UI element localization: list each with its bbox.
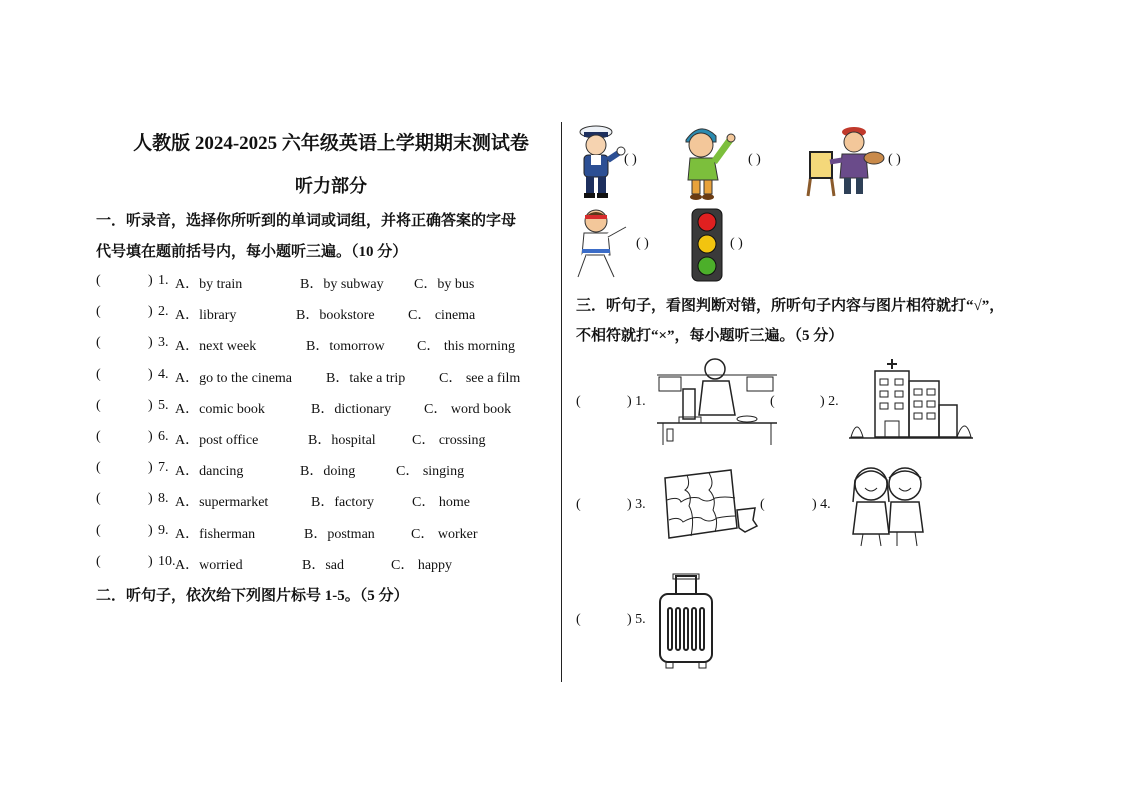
question-row: [0, 460, 560, 480]
option-b: B．hospital: [308, 433, 376, 448]
item3-label: ) 3.: [627, 497, 646, 512]
question-paren-open: (: [96, 273, 101, 288]
item1-open: (: [576, 394, 581, 409]
question-row: [0, 398, 560, 418]
item2-open: (: [770, 394, 775, 409]
page-title: 人教版 2024-2025 六年级英语上学期期末测试卷: [133, 133, 529, 154]
option-c: C． see a film: [439, 370, 521, 386]
question-paren-close: ): [148, 335, 153, 351]
item4-open: (: [760, 497, 765, 512]
question-number: 6.: [158, 429, 169, 444]
question-paren-open: (: [96, 429, 101, 444]
traffic-light-icon: [690, 207, 724, 283]
question-row: [0, 335, 560, 355]
option-a: A．worried: [175, 557, 243, 573]
section1-instruction-1: 一．听录音，选择你所听到的单词或词组，并将正确答案的字母: [96, 213, 517, 229]
question-paren-open: (: [96, 491, 101, 507]
blank-1: ( ): [624, 152, 637, 167]
option-c: C．by bus: [414, 277, 475, 292]
option-a: A．go to the cinema: [175, 370, 293, 386]
option-c: C． word book: [424, 401, 512, 417]
option-b: B．postman: [304, 526, 375, 542]
question-paren-close: ): [148, 522, 153, 538]
question-row: [0, 304, 560, 324]
option-a: A．fisherman: [175, 526, 256, 542]
question-number: 5.: [158, 397, 169, 413]
question-row: [0, 491, 560, 511]
item5-label: ) 5.: [627, 612, 646, 627]
question-paren-open: (: [96, 522, 101, 538]
painter-icon: [806, 122, 886, 198]
question-number: 3.: [158, 335, 169, 351]
question-row: [0, 554, 560, 574]
scientist-microscope-icon: [657, 355, 777, 447]
question-paren-open: (: [96, 335, 101, 351]
police-officer-icon: [574, 120, 624, 200]
question-paren-close: ): [148, 366, 153, 382]
question-paren-close: ): [148, 491, 153, 507]
option-a: A．library: [175, 308, 237, 324]
option-c: C． this morning: [417, 339, 516, 355]
question-row: [0, 429, 560, 449]
option-c: C． crossing: [412, 433, 486, 448]
blank-2: ( ): [748, 152, 761, 167]
question-number: 2.: [158, 304, 169, 320]
blank-4: ( ): [636, 236, 649, 251]
question-number: 9.: [158, 522, 169, 538]
option-a: A．by train: [175, 277, 243, 292]
option-c: C． happy: [391, 557, 453, 573]
question-paren-close: ): [148, 397, 153, 413]
question-paren-open: (: [96, 397, 101, 413]
option-c: C． home: [412, 495, 470, 511]
option-b: B．by subway: [300, 277, 384, 292]
option-c: C． worker: [411, 526, 478, 542]
option-a: A．post office: [175, 433, 259, 448]
jigsaw-puzzle-icon: [659, 468, 759, 542]
question-paren-close: ): [148, 553, 153, 569]
option-b: B．tomorrow: [306, 339, 385, 355]
item4-label: ) 4.: [812, 497, 831, 512]
section1-instruction-2: 代号填在题前括号内，每小题听三遍。（10 分）: [96, 244, 408, 260]
two-children-icon: [843, 462, 939, 548]
page-subtitle: 听力部分: [295, 176, 367, 196]
question-paren-open: (: [96, 366, 101, 382]
option-b: B．factory: [311, 495, 374, 511]
item2-label: ) 2.: [820, 394, 839, 409]
question-paren-close: ): [148, 429, 153, 444]
karate-boy-icon: [574, 205, 632, 281]
option-a: A．dancing: [175, 464, 244, 480]
option-b: B．take a trip: [326, 370, 406, 386]
item1-label: ) 1.: [627, 394, 646, 409]
option-b: B．sad: [302, 557, 344, 573]
question-number: 4.: [158, 366, 169, 382]
option-a: A．next week: [175, 339, 257, 355]
question-number: 10.: [158, 553, 176, 569]
item3-open: (: [576, 497, 581, 512]
option-a: A．comic book: [175, 401, 265, 417]
question-paren-open: (: [96, 304, 101, 320]
question-row: [0, 273, 560, 293]
blank-5: ( ): [730, 236, 743, 251]
question-paren-open: (: [96, 460, 101, 476]
column-divider: [561, 122, 562, 682]
section3-instruction-2: 不相符就打“×”，每小题听三遍。（5 分）: [576, 328, 844, 344]
boy-waving-icon: [680, 122, 738, 200]
option-b: B．bookstore: [296, 308, 375, 324]
item5-open: (: [576, 612, 581, 627]
question-paren-open: (: [96, 553, 101, 569]
question-paren-close: ): [148, 304, 153, 320]
option-c: C． cinema: [408, 308, 476, 324]
section3-instruction-1: 三．听句子，看图判断对错，所听句子内容与图片相符就打“√”，: [576, 298, 1005, 314]
question-number: 1.: [158, 273, 169, 288]
question-row: [0, 523, 560, 543]
question-paren-close: ): [148, 460, 153, 476]
option-a: A．supermarket: [175, 495, 269, 511]
option-b: B．doing: [300, 464, 356, 480]
option-c: C． singing: [396, 464, 465, 480]
blank-3: ( ): [888, 152, 901, 167]
section2-instruction: 二．听句子，依次给下列图片标号 1-5。（5 分）: [96, 588, 409, 604]
question-number: 7.: [158, 460, 169, 476]
option-b: B．dictionary: [311, 401, 392, 417]
question-number: 8.: [158, 491, 169, 507]
hospital-building-icon: [849, 357, 973, 441]
suitcase-icon: [656, 572, 716, 670]
question-paren-close: ): [148, 273, 153, 288]
question-row: [0, 367, 560, 387]
